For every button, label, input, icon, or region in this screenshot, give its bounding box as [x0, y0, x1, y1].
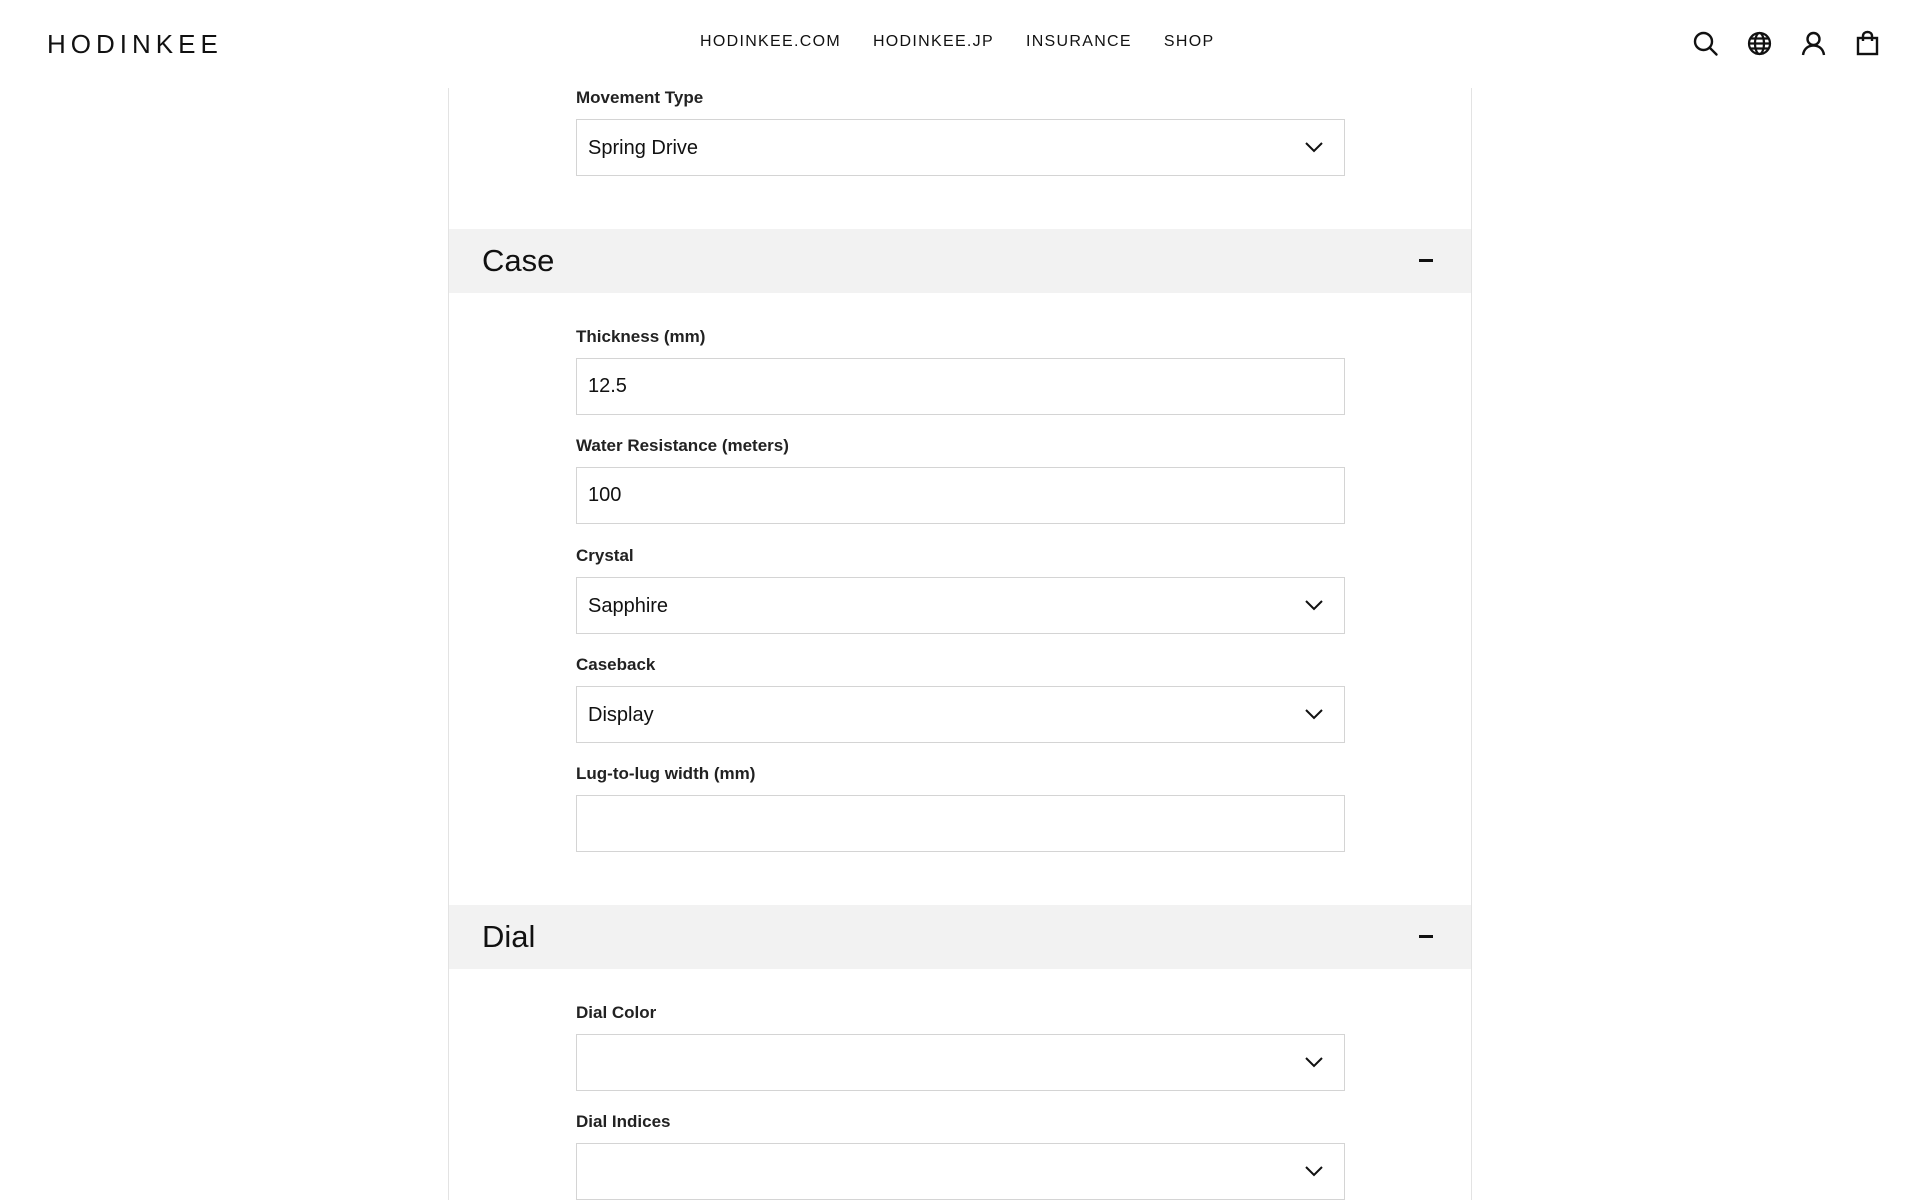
water-resistance-box: [576, 467, 1345, 524]
dial-color-label: Dial Color: [576, 1003, 657, 1022]
dial-indices-label: Dial Indices: [576, 1112, 671, 1131]
crystal-field: [576, 546, 1345, 634]
main-nav: [700, 32, 1214, 52]
caseback-label: Caseback: [576, 655, 656, 674]
watch-spec-form: [448, 88, 1472, 1200]
movement-type-select[interactable]: [576, 119, 1345, 176]
caseback-field: [576, 655, 1345, 743]
case-section-header[interactable]: [449, 229, 1471, 293]
dial-indices-field: [576, 1112, 1345, 1200]
crystal-label: Crystal: [576, 546, 634, 565]
crystal-value: Sapphire: [588, 595, 669, 617]
nav-shop[interactable]: SHOP: [1163, 33, 1215, 50]
lug-to-lug-label: Lug-to-lug width (mm): [576, 764, 756, 783]
thickness-label: Thickness (mm): [576, 327, 706, 346]
caseback-select[interactable]: [576, 686, 1345, 743]
water-resistance-label: Water Resistance (meters): [576, 436, 789, 455]
nav-hodinkee-com[interactable]: HODINKEE.COM: [700, 33, 841, 50]
dial-indices-select[interactable]: [576, 1143, 1345, 1200]
search-icon[interactable]: [1692, 30, 1719, 57]
site-header: [0, 0, 1920, 88]
case-collapse-toggle[interactable]: [1419, 259, 1433, 262]
water-resistance-input[interactable]: [577, 468, 1344, 523]
movement-type-value: Spring Drive: [588, 137, 699, 159]
movement-type-label: Movement Type: [576, 88, 704, 107]
chevron-down-icon: [1304, 598, 1324, 612]
nav-insurance[interactable]: INSURANCE: [1025, 33, 1132, 50]
dial-section-title: Dial: [482, 919, 536, 954]
dial-color-select[interactable]: [576, 1034, 1345, 1091]
lug-to-lug-field: [576, 764, 1345, 852]
chevron-down-icon: [1304, 707, 1324, 721]
chevron-down-icon: [1304, 1164, 1324, 1178]
nav-hodinkee-jp[interactable]: HODINKEE.JP: [872, 33, 994, 50]
chevron-down-icon: [1304, 140, 1324, 154]
crystal-select[interactable]: [576, 577, 1345, 634]
header-icons: [1692, 30, 1881, 57]
account-icon[interactable]: [1800, 30, 1827, 57]
water-resistance-field: [576, 436, 1345, 524]
lug-to-lug-box: [576, 795, 1345, 852]
thickness-field: [576, 327, 1345, 415]
lug-to-lug-input[interactable]: [577, 796, 1344, 851]
shopping-bag-icon[interactable]: [1854, 30, 1881, 57]
caseback-value: Display: [588, 704, 654, 726]
logo[interactable]: HODINKEE: [47, 29, 223, 59]
movement-type-field: [576, 88, 1345, 176]
thickness-box: [576, 358, 1345, 415]
globe-icon[interactable]: [1746, 30, 1773, 57]
thickness-input[interactable]: [577, 359, 1344, 414]
chevron-down-icon: [1304, 1055, 1324, 1069]
case-section-title: Case: [482, 243, 555, 278]
dial-color-field: [576, 1003, 1345, 1091]
dial-collapse-toggle[interactable]: [1419, 935, 1433, 938]
dial-section-header[interactable]: [449, 905, 1471, 969]
